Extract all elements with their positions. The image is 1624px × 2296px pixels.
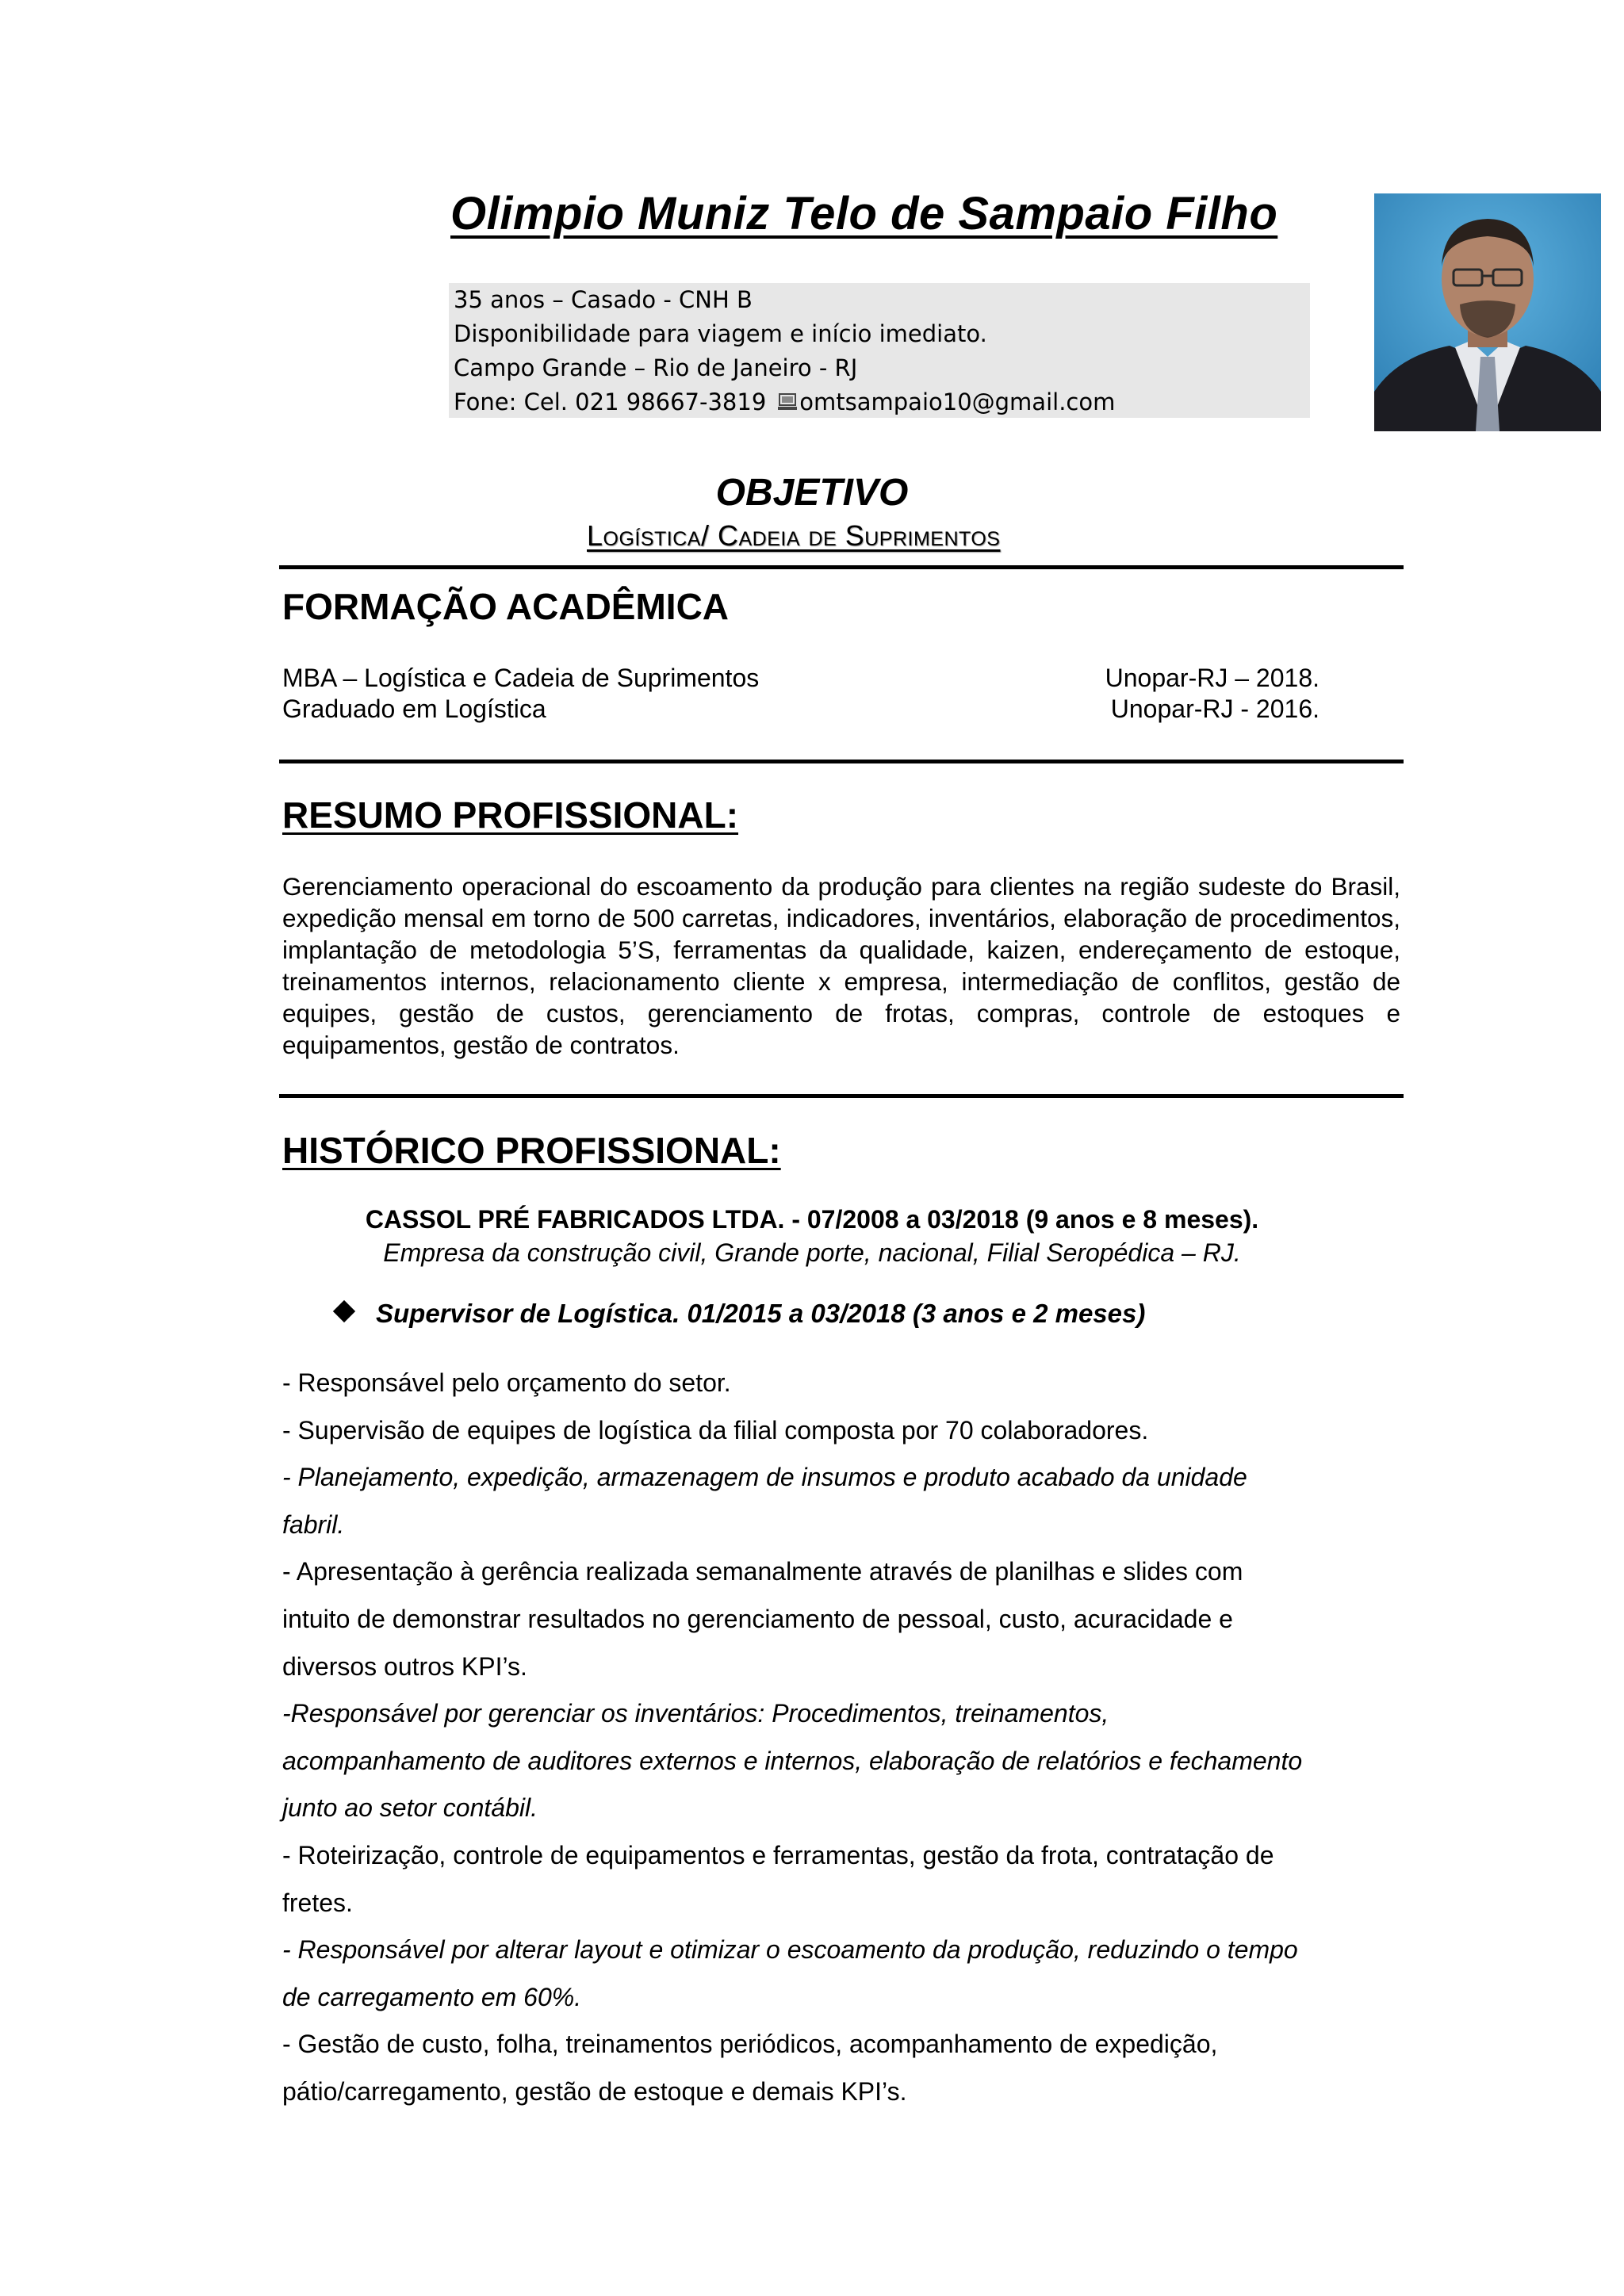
duty-line: de carregamento em 60%.: [282, 1982, 582, 2011]
email-text[interactable]: omtsampaio10@gmail.com: [799, 388, 1116, 415]
duty-line: - Apresentação à gerência realizada semanalmente através de planilhas e slides com: [282, 1557, 1243, 1586]
diamond-bullet-icon: [333, 1300, 355, 1322]
objective-subtitle: Logística/ Cadeia de Suprimentos: [587, 519, 1001, 552]
info-line-contact: [454, 385, 1310, 419]
duty-line: - Responsável por alterar layout e otimizar o escoamento da produção, reduzindo o tempo: [282, 1935, 1298, 1965]
education-institution: Unopar-RJ - 2016.: [1110, 695, 1320, 723]
personal-info-box: [449, 283, 1310, 418]
duty-line: - Gestão de custo, folha, treinamentos periódicos, acompanhamento de expedição,: [282, 2030, 1218, 2059]
company-name: CASSOL PRÉ FABRICADOS LTDA. - 07/2008 a 03/2018 (9 anos e 8 meses).: [365, 1205, 1259, 1234]
computer-icon: [777, 392, 798, 411]
duty-line: pátio/carregamento, gestão de estoque e demais KPI’s.: [282, 2076, 907, 2106]
education-institution: Unopar-RJ – 2018.: [1105, 664, 1320, 692]
duty-line: - Responsável pelo orçamento do setor.: [282, 1368, 731, 1397]
duty-line: - Supervisão de equipes de logística da filial composta por 70 colaboradores.: [282, 1415, 1149, 1445]
duty-line: intuito de demonstrar resultados no gerenciamento de pessoal, custo, acuracidade e: [282, 1604, 1233, 1633]
phone-text: Fone: Cel. 021 98667-3819: [454, 388, 767, 415]
duty-line: diversos outros KPI’s.: [282, 1651, 527, 1681]
education-title: FORMAÇÃO ACADÊMICA: [282, 586, 730, 627]
info-line-age: 35 anos – Casado - CNH B: [454, 286, 753, 313]
divider: [279, 565, 1404, 569]
job-role-text: Supervisor de Logística. 01/2015 a 03/2018 (3 anos e 2 meses): [376, 1299, 1146, 1328]
divider: [279, 1094, 1404, 1098]
duties-list: [282, 1360, 1302, 2116]
duty-line: acompanhamento de auditores externos e internos, elaboração de relatórios e fechamento: [282, 1746, 1303, 1775]
duty-line: - Planejamento, expedição, armazenagem de insumos e produto acabado da unidade: [282, 1463, 1247, 1492]
info-line-location: Campo Grande – Rio de Janeiro - RJ: [454, 354, 858, 381]
education-course: MBA – Logística e Cadeia de Suprimentos: [282, 664, 760, 692]
divider: [279, 760, 1404, 763]
profile-photo: [1374, 193, 1601, 431]
candidate-name: Olimpio Muniz Telo de Sampaio Filho: [450, 188, 1278, 239]
company-description: Empresa da construção civil, Grande porte, nacional, Filial Seropédica – RJ.: [383, 1238, 1241, 1267]
objective-title: OBJETIVO: [715, 472, 909, 514]
duty-line: - Roteirização, controle de equipamentos e ferramentas, gestão da frota, contratação de: [282, 1840, 1274, 1869]
summary-text: Gerenciamento operacional do escoamento da produção para clientes na região sudeste do Brasil, expedição mensal em torno de 500 carretas, indicadores, inventários, elaboração de procedimentos, implantação de metodologia 5’S, ferramentas da qualidade, kaizen, endereçamento de estoque, treinamentos internos, relacionamento cliente x empresa, intermediação de conflitos, gestão de equipes, gestão de custos, gerenciamento de frotas, compras, controle de estoques e equipamentos, gestão de contratos.: [282, 872, 1400, 1059]
duty-line: fabril.: [282, 1510, 345, 1539]
summary-title: RESUMO PROFISSIONAL:: [282, 794, 739, 836]
history-title: HISTÓRICO PROFISSIONAL:: [282, 1130, 781, 1171]
job-role: [336, 1299, 1145, 1329]
info-line-availability: Disponibilidade para viagem e início imediato.: [454, 320, 987, 347]
education-course: Graduado em Logística: [282, 695, 546, 723]
duty-line: fretes.: [282, 1888, 353, 1917]
duty-line: junto ao setor contábil.: [282, 1793, 538, 1823]
duty-line: -Responsável por gerenciar os inventários: Procedimentos, treinamentos,: [282, 1699, 1109, 1728]
